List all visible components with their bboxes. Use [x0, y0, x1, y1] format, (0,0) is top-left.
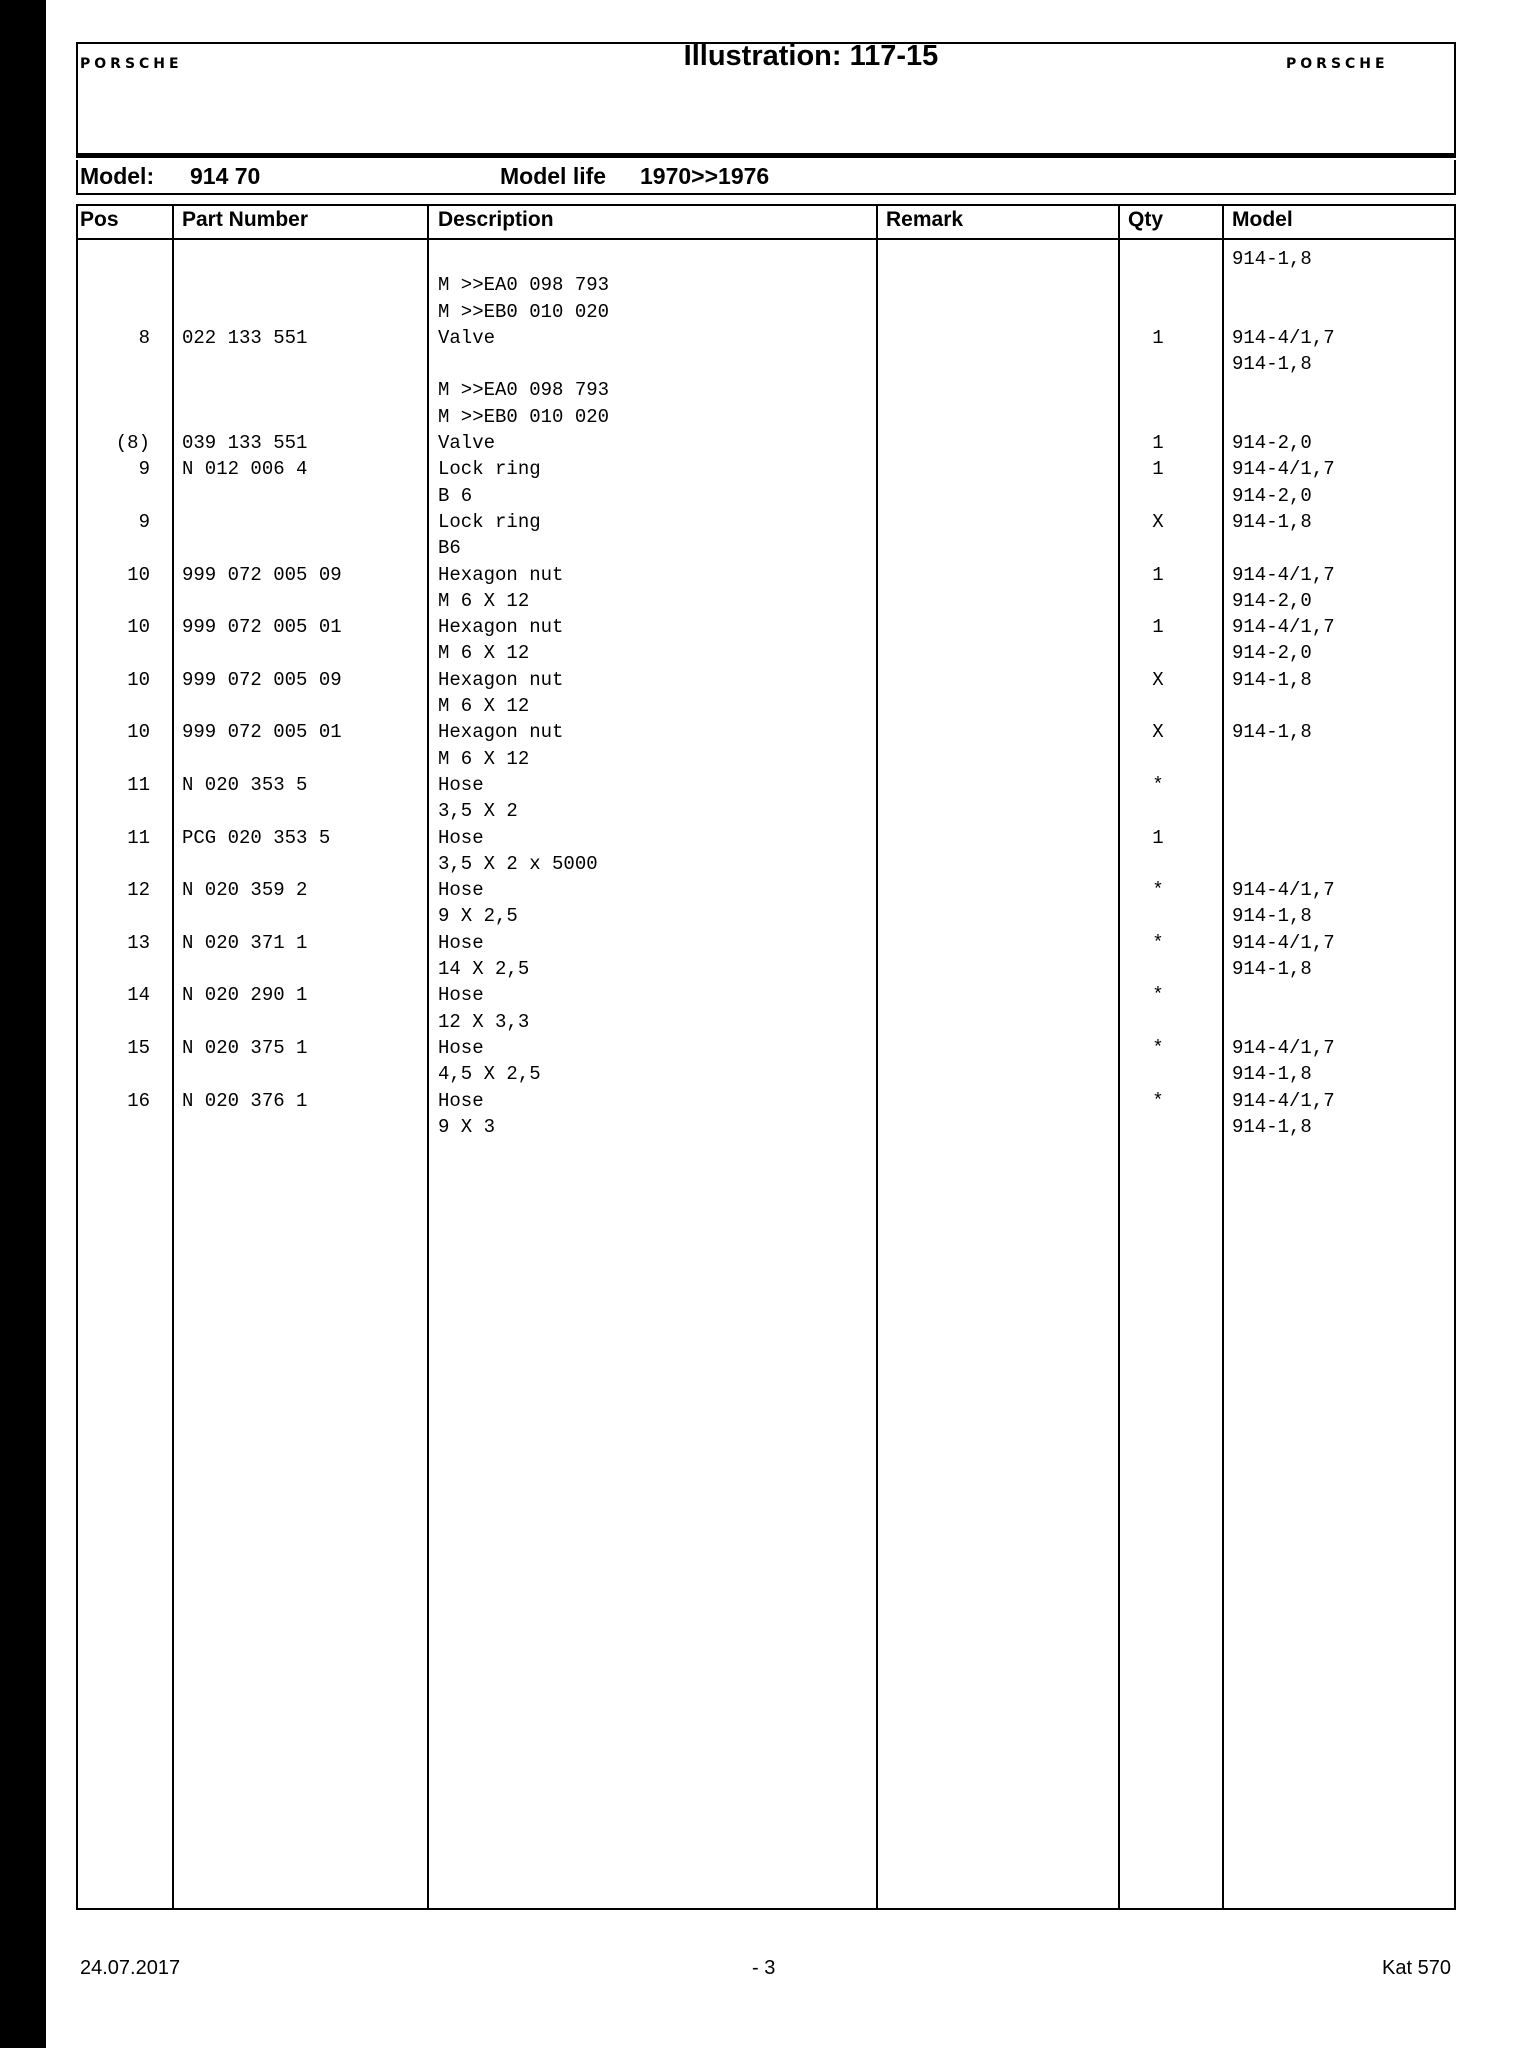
table-row	[78, 1063, 1454, 1089]
cell-model: 914-1,8	[1232, 1115, 1312, 1138]
cell-part-number: 022 133 551	[182, 326, 308, 349]
cell-model: 914-2,0	[1232, 589, 1312, 612]
table-row	[78, 774, 1454, 800]
cell-qty: *	[1152, 879, 1164, 902]
cell-model: 914-4/1,7	[1232, 879, 1335, 902]
cell-pos: 11	[127, 773, 150, 796]
cell-pos: 10	[127, 668, 150, 691]
cell-qty: *	[1152, 1036, 1164, 1059]
table-row	[78, 406, 1454, 432]
table-row	[78, 1037, 1454, 1063]
table-row	[78, 564, 1454, 590]
cell-description: Hexagon nut	[438, 668, 564, 691]
table-row	[78, 432, 1454, 458]
cell-pos: 15	[127, 1036, 150, 1059]
cell-model: 914-4/1,7	[1232, 326, 1335, 349]
cell-pos: 11	[127, 826, 150, 849]
cell-qty: X	[1152, 721, 1164, 744]
cell-pos: 10	[127, 616, 150, 639]
cell-part-number: 999 072 005 01	[182, 721, 342, 744]
table-row	[78, 879, 1454, 905]
cell-model: 914-4/1,7	[1232, 616, 1335, 639]
cell-description: Hose	[438, 773, 484, 796]
table-body	[78, 248, 1454, 1142]
table-row	[78, 642, 1454, 668]
cell-model: 914-4/1,7	[1232, 1089, 1335, 1112]
table-row	[78, 301, 1454, 327]
table-row	[78, 274, 1454, 300]
cell-model: 914-2,0	[1232, 432, 1312, 455]
table-row	[78, 958, 1454, 984]
cell-model: 914-4/1,7	[1232, 563, 1335, 586]
porsche-logo-right: PORSCHE	[1286, 56, 1389, 72]
cell-description: Hose	[438, 1036, 484, 1059]
cell-description: Hose	[438, 984, 484, 1007]
cell-description: 3,5 X 2 x 5000	[438, 852, 598, 875]
cell-pos: 9	[138, 458, 150, 481]
cell-part-number: 999 072 005 01	[182, 616, 342, 639]
cell-model: 914-1,8	[1232, 958, 1312, 981]
cell-description: 12 X 3,3	[438, 1010, 530, 1033]
table-row	[78, 669, 1454, 695]
cell-description: B 6	[438, 484, 473, 507]
table-row	[78, 590, 1454, 616]
column-header-qty: Qty	[1128, 208, 1164, 231]
table-row	[78, 695, 1454, 721]
footer-page-number: - 3	[752, 1957, 776, 1979]
cell-description: M 6 X 12	[438, 589, 530, 612]
table-row	[78, 458, 1454, 484]
cell-description: Hose	[438, 826, 484, 849]
cell-description: 3,5 X 2	[438, 800, 518, 823]
cell-part-number: 039 133 551	[182, 432, 308, 455]
cell-description: Hexagon nut	[438, 721, 564, 744]
table-row	[78, 485, 1454, 511]
model-bar	[76, 160, 1456, 195]
cell-part-number: N 020 376 1	[182, 1089, 308, 1112]
cell-part-number: N 020 359 2	[182, 879, 308, 902]
porsche-logo-left: PORSCHE	[80, 56, 183, 72]
cell-qty: 1	[1152, 563, 1164, 586]
table-row	[78, 1116, 1454, 1142]
table-row	[78, 932, 1454, 958]
table-row	[78, 616, 1454, 642]
page-title: Illustration: 117-15	[683, 40, 939, 72]
cell-qty: *	[1152, 984, 1164, 1007]
cell-part-number: 999 072 005 09	[182, 563, 342, 586]
cell-pos: 10	[127, 563, 150, 586]
cell-description: B6	[438, 537, 461, 560]
cell-qty: 1	[1152, 326, 1164, 349]
cell-description: 9 X 3	[438, 1115, 496, 1138]
cell-pos: 13	[127, 931, 150, 954]
cell-model: 914-1,8	[1232, 721, 1312, 744]
table-row	[78, 248, 1454, 274]
cell-description: Valve	[438, 326, 496, 349]
cell-model: 914-1,8	[1232, 510, 1312, 533]
table-row	[78, 1090, 1454, 1116]
cell-qty: 1	[1152, 432, 1164, 455]
column-header-model: Model	[1232, 208, 1293, 231]
cell-part-number: N 020 353 5	[182, 773, 308, 796]
cell-model: 914-2,0	[1232, 642, 1312, 665]
cell-description: Lock ring	[438, 458, 541, 481]
cell-description: M >>EB0 010 020	[438, 405, 610, 428]
cell-description: Lock ring	[438, 510, 541, 533]
cell-description: 14 X 2,5	[438, 958, 530, 981]
cell-description: M >>EA0 098 793	[438, 379, 610, 402]
cell-qty: X	[1152, 668, 1164, 691]
column-header-description: Description	[438, 208, 554, 231]
cell-model: 914-1,8	[1232, 1063, 1312, 1086]
cell-pos: 12	[127, 879, 150, 902]
cell-qty: X	[1152, 510, 1164, 533]
cell-model: 914-1,8	[1232, 905, 1312, 928]
cell-qty: *	[1152, 1089, 1164, 1112]
cell-description: 9 X 2,5	[438, 905, 518, 928]
table-row	[78, 905, 1454, 931]
column-header-part-number: Part Number	[182, 208, 309, 231]
cell-description: Hose	[438, 1089, 484, 1112]
column-header-pos: Pos	[80, 208, 119, 231]
cell-qty: 1	[1152, 616, 1164, 639]
model-value: 914 70	[190, 163, 261, 189]
cell-part-number: 999 072 005 09	[182, 668, 342, 691]
cell-description: M 6 X 12	[438, 747, 530, 770]
table-row	[78, 511, 1454, 537]
table-row	[78, 327, 1454, 353]
table-row	[78, 827, 1454, 853]
model-label: Model:	[80, 163, 155, 189]
cell-description: 4,5 X 2,5	[438, 1063, 541, 1086]
cell-part-number: N 012 006 4	[182, 458, 308, 481]
table-row	[78, 984, 1454, 1010]
cell-description: M >>EB0 010 020	[438, 300, 610, 323]
table-row	[78, 800, 1454, 826]
cell-part-number: N 020 290 1	[182, 984, 308, 1007]
column-header-remark: Remark	[886, 208, 964, 231]
cell-model: 914-1,8	[1232, 248, 1312, 270]
cell-pos: (8)	[115, 432, 150, 455]
cell-model: 914-4/1,7	[1232, 931, 1335, 954]
table-row	[78, 353, 1454, 379]
cell-model: 914-4/1,7	[1232, 1036, 1335, 1059]
cell-part-number: N 020 375 1	[182, 1036, 308, 1059]
cell-description: Hexagon nut	[438, 563, 564, 586]
cell-model: 914-1,8	[1232, 353, 1312, 376]
table-row	[78, 537, 1454, 563]
cell-description: M >>EA0 098 793	[438, 274, 610, 297]
cell-pos: 14	[127, 984, 150, 1007]
table-row	[78, 748, 1454, 774]
table-row	[78, 379, 1454, 405]
cell-description: M 6 X 12	[438, 642, 530, 665]
table-row	[78, 1011, 1454, 1037]
cell-model: 914-1,8	[1232, 668, 1312, 691]
document-page	[46, 0, 1536, 2048]
cell-description: M 6 X 12	[438, 695, 530, 718]
cell-description: Hexagon nut	[438, 616, 564, 639]
table-row	[78, 853, 1454, 879]
cell-description: Valve	[438, 432, 496, 455]
model-life-label: Model life	[500, 163, 607, 189]
footer-catalog: Kat 570	[1382, 1957, 1451, 1979]
cell-pos: 9	[138, 510, 150, 533]
cell-qty: 1	[1152, 826, 1164, 849]
cell-pos: 10	[127, 721, 150, 744]
parts-table	[76, 204, 1456, 1910]
footer-date: 24.07.2017	[80, 1957, 181, 1979]
cell-description: Hose	[438, 931, 484, 954]
cell-pos: 8	[138, 326, 150, 349]
cell-description: Hose	[438, 879, 484, 902]
cell-model: 914-4/1,7	[1232, 458, 1335, 481]
header-divider	[78, 238, 1454, 240]
cell-part-number: PCG 020 353 5	[182, 826, 331, 849]
cell-qty: 1	[1152, 458, 1164, 481]
cell-pos: 16	[127, 1089, 150, 1112]
cell-part-number: N 020 371 1	[182, 931, 308, 954]
cell-qty: *	[1152, 931, 1164, 954]
cell-qty: *	[1152, 773, 1164, 796]
cell-model: 914-2,0	[1232, 484, 1312, 507]
table-row	[78, 721, 1454, 747]
model-life-value: 1970>>1976	[640, 163, 770, 189]
